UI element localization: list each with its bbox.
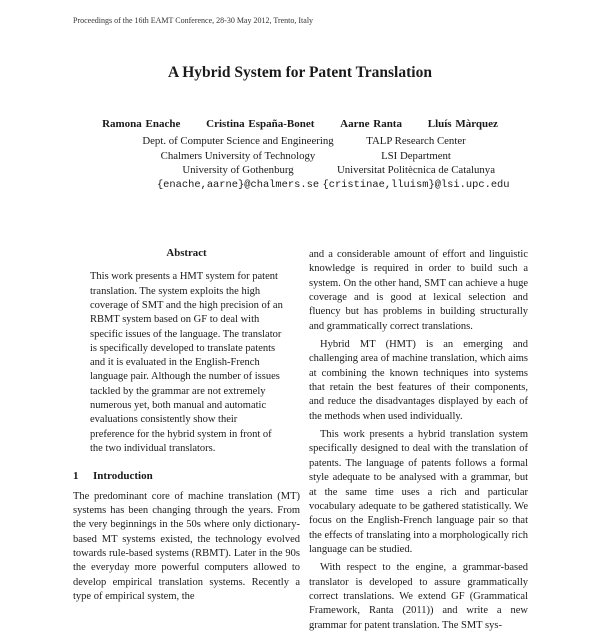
section-number: 1 bbox=[73, 470, 79, 483]
left-column bbox=[73, 246, 300, 604]
affiliation-line: Chalmers University of Technology bbox=[160, 149, 316, 162]
author-name: Lluís Màrquez bbox=[427, 118, 498, 130]
author-name: Aarne Ranta bbox=[340, 118, 402, 130]
author-email: {enache,aarne}@chalmers.se bbox=[156, 178, 320, 191]
paper-title: A Hybrid System for Patent Translation bbox=[168, 64, 432, 81]
body-paragraph: and a considerable amount of effort and linguistic knowledge is required in order to build such a system. On the other hand, SMT can achieve a huge coverage and is good at lexical selection and fluency but has problems in building structurally and grammatically correct translations. bbox=[309, 249, 528, 332]
abstract-text: This work presents a HMT system for patent translation. The system exploits the high coverage of SMT and the high precision of an RBMT system based on GF to deal with specific issues of the language. The translator is specifically developed to translate patents and it is evaluated in the English-French language pair. Although the number of issues tackled by the grammar are not extremely numerous yet, both manual and automatic evaluations consistently show their preference for the hybrid system in front of the two individual translators. bbox=[90, 271, 283, 454]
affiliation-line: LSI Department bbox=[381, 149, 451, 162]
author-name: Ramona Enache bbox=[102, 118, 181, 130]
author-list bbox=[0, 118, 600, 130]
body-paragraph: This work presents a hybrid translation system specifically designed to deal with the translation of patents. The language of patents follows a formal style adequate to be analysed with a grammar, but at the same time uses a rich and particular vocabulary adequate to be gathered statistically. We focus on the English-French language pair so that the effects of translating into a morphologically rich language can be studied. bbox=[309, 429, 528, 555]
abstract-heading: Abstract bbox=[166, 247, 207, 259]
affiliation-line: TALP Research Center bbox=[366, 135, 466, 147]
body-paragraph: With respect to the engine, a grammar-based translator is developed to assure grammatically correct translations. We extend GF (Grammatical Framework, Ranta (2011)) and write a new grammar for patent translation. The SMT sys- bbox=[309, 562, 528, 631]
affiliation-line: University of Gothenburg bbox=[182, 164, 294, 177]
section-title: Introduction bbox=[93, 470, 153, 483]
affiliation-right bbox=[286, 134, 546, 192]
right-column bbox=[309, 248, 528, 633]
body-paragraph: The predominant core of machine translation (MT) systems has been changing through the years. From the very beginnings in the 50s where only dictionary-based MT systems existed, the technology evolved towards rule-based systems (RBMT). Later in the 90s the everyday more powerful computers allowed to develop empirical translation systems. Recently a type of empirical system, the bbox=[73, 490, 300, 602]
affiliation-line: Universitat Politècnica de Catalunya bbox=[336, 164, 495, 177]
author-email: {cristinae,lluism}@lsi.upc.edu bbox=[322, 178, 510, 191]
affiliation-line: Dept. of Computer Science and Engineering bbox=[142, 135, 334, 147]
author-name: Cristina España-Bonet bbox=[206, 118, 315, 130]
section-heading bbox=[73, 469, 300, 483]
body-paragraph: Hybrid MT (HMT) is an emerging and challenging area of machine translation, which aims at combining the known techniques into systems that retain the best features of their components, and reduce the disadvantages displayed by each of the methods when used individually. bbox=[309, 339, 528, 422]
proceedings-header: Proceedings of the 16th EAMT Conference, 28-30 May 2012, Trento, Italy bbox=[73, 16, 314, 25]
